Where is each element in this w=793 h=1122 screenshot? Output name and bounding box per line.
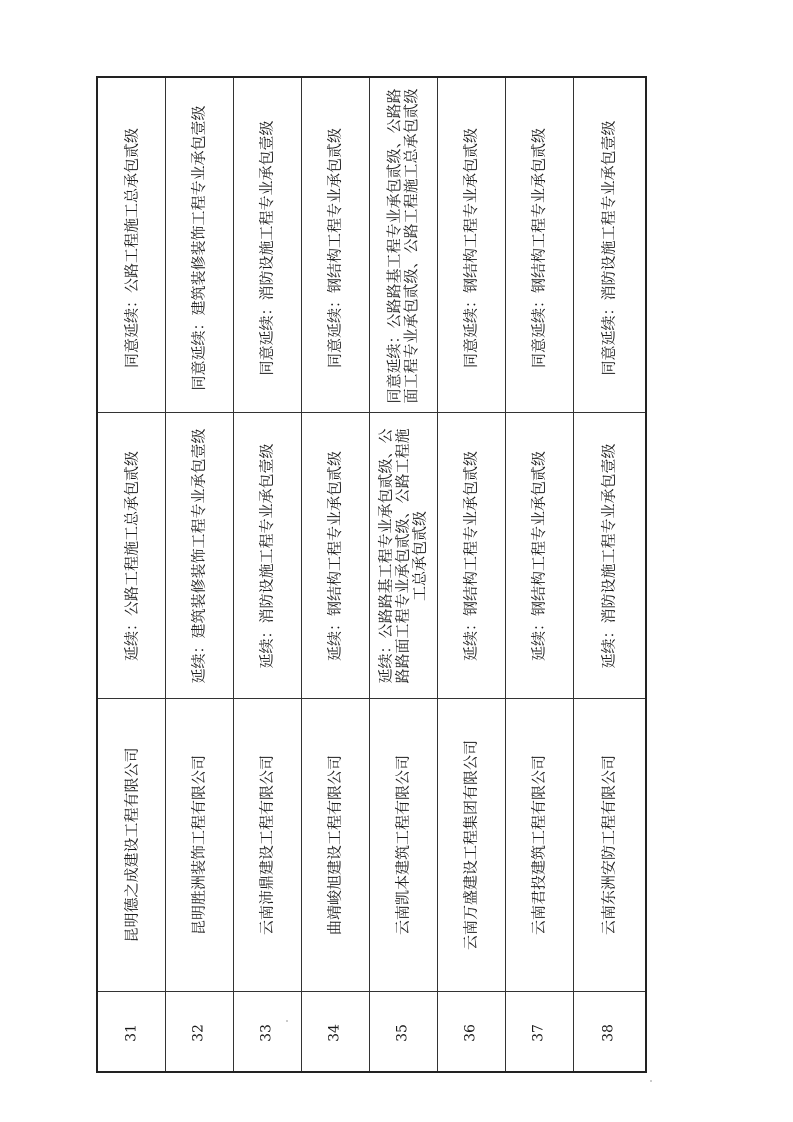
row-number: 34: [326, 1024, 343, 1042]
company-cell: 云南沛鼎建设工程有限公司: [257, 754, 276, 936]
decision-cell: 同意延续：钢结构工程专业承包贰级: [461, 127, 480, 369]
application-line: 路路面工程专业承包贰级、公路工程施: [393, 428, 412, 684]
row-number: 31: [123, 1024, 140, 1042]
row-divider: [369, 78, 370, 1071]
decision-cell: [386, 86, 420, 406]
row-number: 37: [530, 1024, 547, 1042]
application-cell: 延续：钢结构工程专业承包贰级: [325, 450, 344, 662]
row-number: 33: [258, 1024, 275, 1042]
decision-line: 面工程专业承包贰级、公路工程施工总承包贰级: [402, 88, 420, 404]
company-cell: 昆明德之成建设工程有限公司: [122, 747, 141, 943]
field-divider: [98, 412, 645, 413]
company-cell: 昆明胜洲装饰工程有限公司: [189, 754, 208, 936]
decision-cell: 同意延续：建筑装修装饰工程专业承包壹级: [189, 105, 208, 391]
application-line: 延续：公路路基工程专业承包贰级、公: [376, 428, 395, 684]
scan-speck: [286, 1020, 288, 1022]
scan-speck: [650, 1080, 652, 1082]
qualification-table: [96, 76, 647, 1073]
field-divider: [98, 698, 645, 699]
company-cell: 云南万盛建设工程集团有限公司: [461, 739, 480, 951]
row-divider: [573, 78, 574, 1071]
decision-cell: 同意延续：钢结构工程专业承包贰级: [325, 127, 344, 369]
application-cell: 延续：消防设施工程专业承包壹级: [599, 443, 618, 669]
decision-cell: 同意延续：公路工程施工总承包贰级: [122, 127, 141, 369]
row-divider: [233, 78, 234, 1071]
application-cell: 延续：钢结构工程专业承包贰级: [461, 450, 480, 662]
row-divider: [437, 78, 438, 1071]
decision-cell: 同意延续：消防设施工程专业承包壹级: [257, 120, 276, 376]
decision-cell: 同意延续：钢结构工程专业承包贰级: [529, 127, 548, 369]
row-divider: [301, 78, 302, 1071]
company-cell: 曲靖峻旭建设工程有限公司: [325, 754, 344, 936]
application-cell: 延续：建筑装修装饰工程专业承包壹级: [189, 428, 208, 684]
company-cell: 云南凯本建筑工程有限公司: [393, 754, 412, 936]
row-number: 38: [600, 1024, 617, 1042]
decision-cell: 同意延续：消防设施工程专业承包壹级: [599, 120, 618, 376]
company-cell: 云南东洲安防工程有限公司: [599, 754, 618, 936]
application-cell: 延续：钢结构工程专业承包贰级: [529, 450, 548, 662]
application-line: 工总承包贰级: [410, 511, 429, 602]
application-cell: 延续：消防设施工程专业承包壹级: [257, 443, 276, 669]
application-cell: [378, 414, 429, 698]
row-number: 36: [462, 1024, 479, 1042]
row-divider: [165, 78, 166, 1071]
row-number: 32: [190, 1024, 207, 1042]
row-divider: [505, 78, 506, 1071]
field-divider: [98, 991, 645, 992]
decision-line: 同意延续：公路路基工程专业承包贰级、公路路: [385, 88, 403, 404]
company-cell: 云南君投建筑工程有限公司: [529, 754, 548, 936]
row-number: 35: [394, 1024, 411, 1042]
application-cell: 延续：公路工程施工总承包贰级: [122, 450, 141, 662]
